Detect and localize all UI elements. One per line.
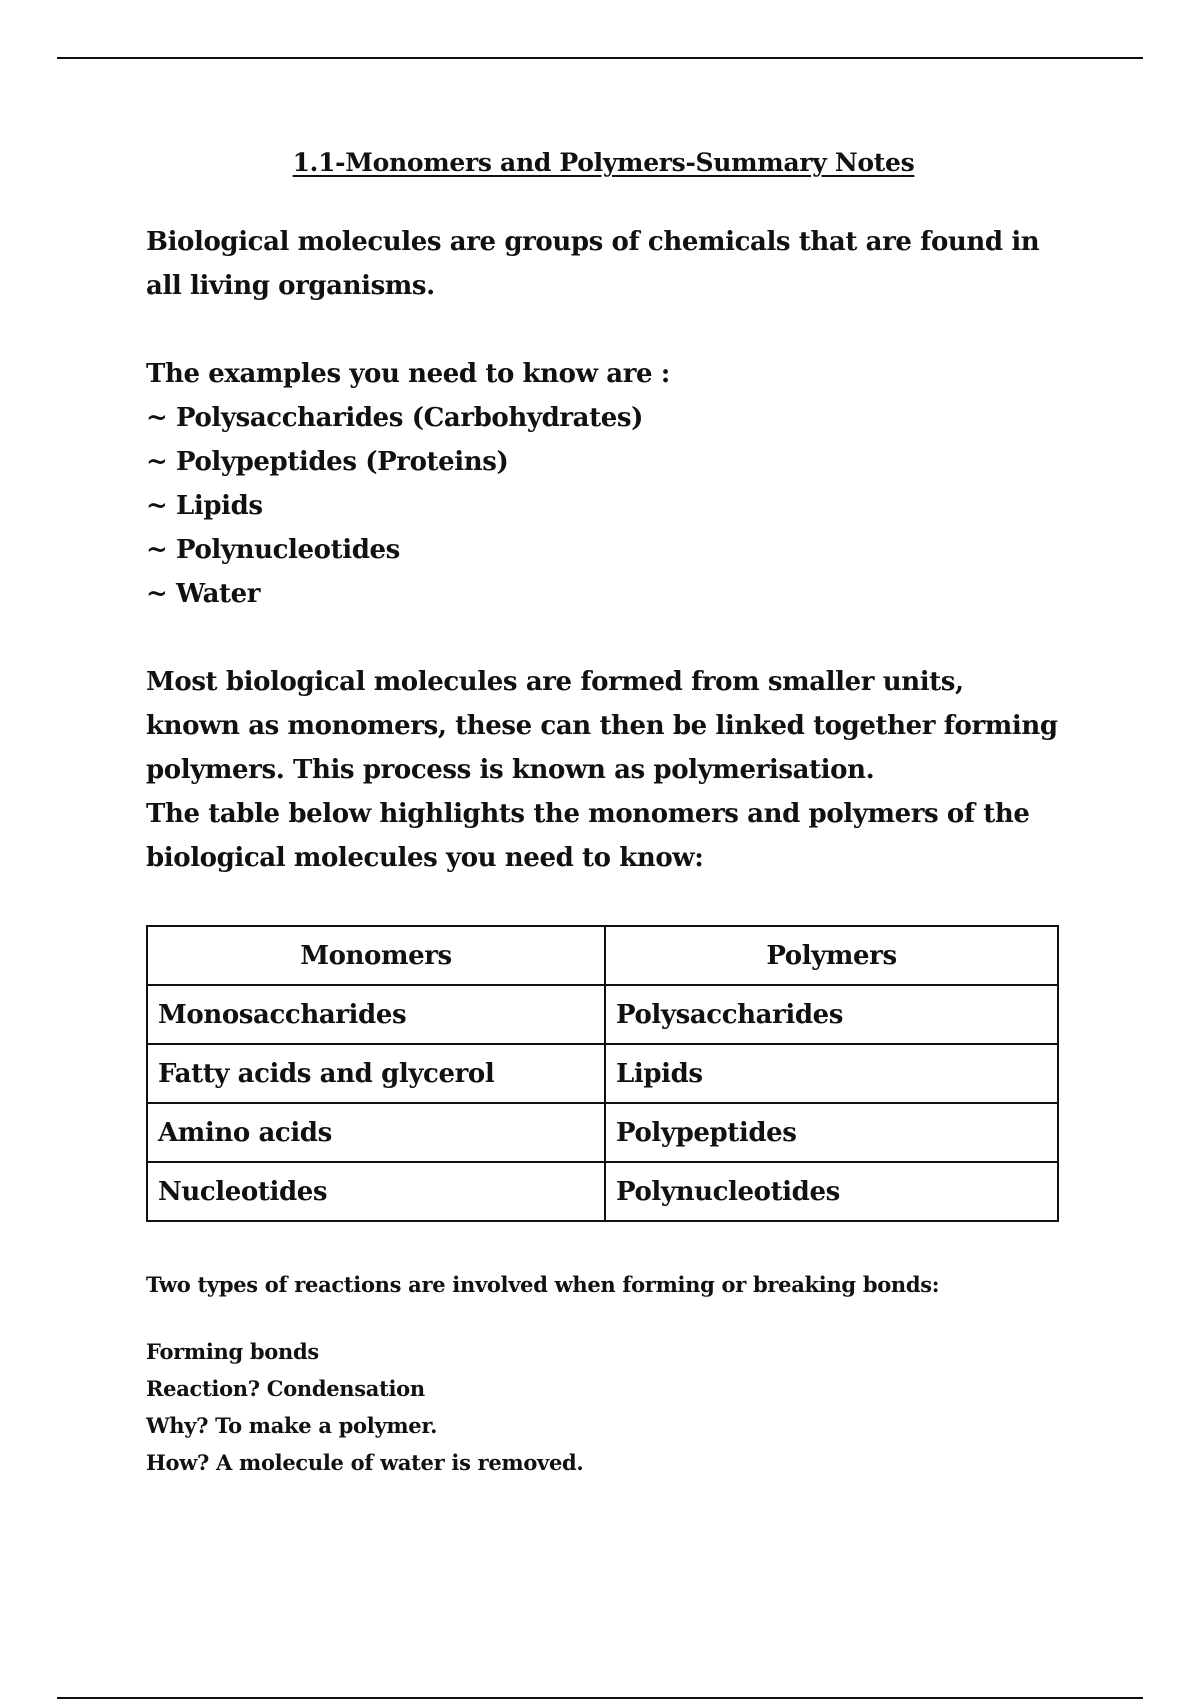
reactions-intro: Two types of reactions are involved when forming or breaking bonds: [146,1272,940,1297]
forming-bonds-heading: Forming bonds [146,1339,319,1364]
monomers-polymers-table [146,925,1059,1222]
polymer-cell: Polynucleotides [605,1162,1058,1221]
list-item: ~ Polysaccharides (Carbohydrates) [146,403,643,433]
table-row [147,1103,1058,1162]
intro-paragraph: Biological molecules are groups of chemicals that are found in all living organisms. [146,227,1040,301]
table-header-row [147,926,1058,985]
list-item: ~ Water [146,579,261,609]
polymer-cell: Lipids [605,1044,1058,1103]
table-intro-paragraph: The table below highlights the monomers and polymers of the biological molecules you need to know: [146,799,1030,873]
list-item: ~ Polypeptides (Proteins) [146,447,509,477]
forming-bonds-reaction: Reaction? Condensation [146,1376,425,1401]
list-item: ~ Polynucleotides [146,535,400,565]
bottom-rule [57,1697,1143,1699]
table-row [147,1044,1058,1103]
examples-list [146,396,1061,616]
top-rule [57,57,1143,59]
monomer-cell: Fatty acids and glycerol [147,1044,605,1103]
header-polymers: Polymers [605,926,1058,985]
polymer-cell: Polysaccharides [605,985,1058,1044]
polymer-cell: Polypeptides [605,1103,1058,1162]
table-row [147,1162,1058,1221]
monomer-cell: Nucleotides [147,1162,605,1221]
page-title: 1.1-Monomers and Polymers-Summary Notes [292,148,915,177]
forming-bonds-how: How? A molecule of water is removed. [146,1450,584,1475]
monomer-cell: Monosaccharides [147,985,605,1044]
list-item: ~ Lipids [146,491,263,521]
document-body [146,148,1061,1481]
examples-lead: The examples you need to know are : [146,359,670,389]
monomer-cell: Amino acids [147,1103,605,1162]
monomers-paragraph: Most biological molecules are formed from smaller units, known as monomers, these can then be linked together forming polymers. This process is known as polymerisation. [146,667,1058,785]
header-monomers: Monomers [147,926,605,985]
forming-bonds-why: Why? To make a polymer. [146,1413,438,1438]
table-row [147,985,1058,1044]
